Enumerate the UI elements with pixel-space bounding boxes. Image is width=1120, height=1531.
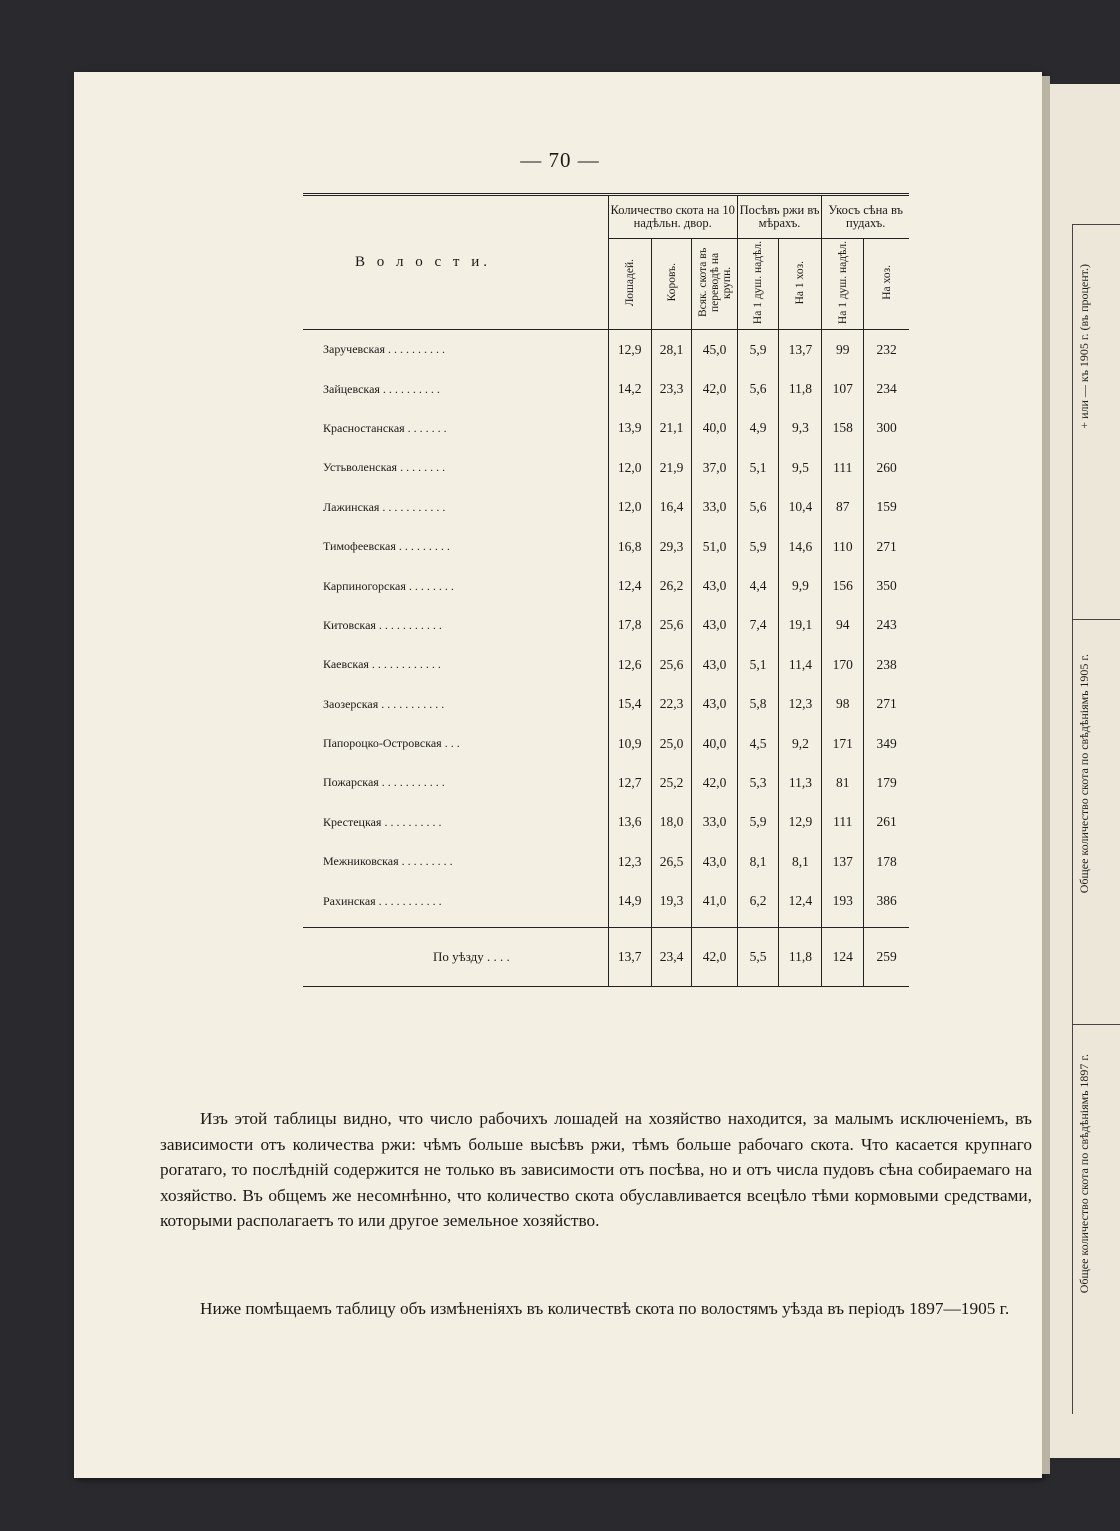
- table-cell: 25,0: [651, 724, 692, 763]
- table-cell: 12,4: [779, 881, 822, 927]
- table-cell: 43,0: [692, 606, 737, 645]
- table-cell: 11,4: [779, 645, 822, 684]
- table-cell: 45,0: [692, 330, 737, 370]
- table-cell: 12,0: [608, 488, 651, 527]
- table-cell: 4,5: [737, 724, 779, 763]
- adjacent-page-edge: [1050, 84, 1120, 1458]
- table-cell: 111: [822, 803, 864, 842]
- table-cell: 386: [864, 881, 909, 927]
- table-cell: 178: [864, 842, 909, 881]
- side-header-b: Общее количество скота по свѣдѣнiямъ 1905 г.: [1077, 654, 1091, 894]
- table-cell: 13,6: [608, 803, 651, 842]
- table-cell: 158: [822, 409, 864, 448]
- volost-name: По уѣзду . . . .: [303, 927, 608, 986]
- table-cell: 16,4: [651, 488, 692, 527]
- table-cell: 17,8: [608, 606, 651, 645]
- table-cell: 5,9: [737, 527, 779, 566]
- adjacent-table-fragment: [1072, 224, 1120, 1414]
- table-row: [303, 330, 909, 370]
- table-cell: 42,0: [692, 927, 737, 986]
- table-cell: 33,0: [692, 803, 737, 842]
- table-row: [303, 369, 909, 408]
- volost-name: Межниковская . . . . . . . . .: [323, 854, 453, 869]
- volost-name: Красностанская . . . . . . .: [323, 420, 447, 435]
- table-cell: 234: [864, 369, 909, 408]
- header-group-rye: Посѣвъ ржи въ мѣрахъ.: [737, 195, 822, 239]
- table-cell: 11,8: [779, 369, 822, 408]
- table-cell: 238: [864, 645, 909, 684]
- table-cell: 4,4: [737, 566, 779, 605]
- table-cell: 23,4: [651, 927, 692, 986]
- table-cell: 42,0: [692, 763, 737, 802]
- header-group-hay: Укосъ сѣна въ пудахъ.: [822, 195, 909, 239]
- table-cell: 6,2: [737, 881, 779, 927]
- table-cell: 5,9: [737, 803, 779, 842]
- table-cell: 5,5: [737, 927, 779, 986]
- table-cell: 25,6: [651, 645, 692, 684]
- table-cell: 9,5: [779, 448, 822, 487]
- table-cell: 9,9: [779, 566, 822, 605]
- table-cell: 111: [822, 448, 864, 487]
- table-cell: 170: [822, 645, 864, 684]
- table-cell: 94: [822, 606, 864, 645]
- volost-name: Пожарская . . . . . . . . . . .: [323, 775, 445, 790]
- table-cell: 271: [864, 527, 909, 566]
- volost-name: Лажинская . . . . . . . . . . .: [323, 499, 446, 514]
- header-volosti: В о л о с т и.: [303, 195, 608, 330]
- table-cell: 271: [864, 685, 909, 724]
- table-cell: 12,7: [608, 763, 651, 802]
- table-cell: 243: [864, 606, 909, 645]
- table-row: [303, 685, 909, 724]
- table-cell: 26,2: [651, 566, 692, 605]
- volost-name: Китовская . . . . . . . . . . .: [323, 617, 442, 632]
- table-row: [303, 842, 909, 881]
- volost-name: Тимофеевская . . . . . . . . .: [323, 539, 450, 554]
- table-cell: 5,1: [737, 645, 779, 684]
- table-cell: 124: [822, 927, 864, 986]
- table-row: [303, 645, 909, 684]
- table-cell: 10,4: [779, 488, 822, 527]
- table-cell: 13,7: [779, 330, 822, 370]
- table-cell: 179: [864, 763, 909, 802]
- table-cell: 171: [822, 724, 864, 763]
- table-cell: 12,3: [779, 685, 822, 724]
- volost-name: Устьволенская . . . . . . . .: [323, 460, 446, 475]
- livestock-table: [303, 193, 909, 987]
- side-header-c: + или — къ 1905 г. (въ процент.): [1077, 264, 1091, 429]
- table-cell: 99: [822, 330, 864, 370]
- volost-name: Каевская . . . . . . . . . . . .: [323, 657, 441, 672]
- table-row: [303, 448, 909, 487]
- table-cell: 37,0: [692, 448, 737, 487]
- table-row: [303, 488, 909, 527]
- header-horses: Лошадей.: [623, 258, 636, 307]
- table-cell: 349: [864, 724, 909, 763]
- header-hay-per-household: На хоз.: [880, 265, 893, 300]
- paragraph-conclusion: Изъ этой таблицы видно, что число рабочихъ лошадей на хозяйство находится, за малымъ исключенiемъ, въ зависимости отъ количества ржи: чѣмъ больше высѣвъ ржи, тѣмъ больше рабочаго скота. Что касается крупнаго рогатаго, то послѣднiй содержится не только въ зависимости отъ посѣва, но и отъ числа пудовъ сѣна собираемаго на хозяйство. Въ общемъ же несомнѣнно, что количество скота обуславливается всецѣло тѣми кормовыми средствами, которыми располагаетъ то или другое земельное хозяйство.: [160, 1109, 1032, 1231]
- table-cell: 98: [822, 685, 864, 724]
- table-cell: 5,6: [737, 488, 779, 527]
- table-rule: [1073, 619, 1120, 620]
- table-cell: 14,6: [779, 527, 822, 566]
- table-cell: 259: [864, 927, 909, 986]
- page-gutter: [1042, 76, 1050, 1474]
- table-cell: 10,9: [608, 724, 651, 763]
- table-row: [303, 881, 909, 927]
- table-cell: 7,4: [737, 606, 779, 645]
- table-cell: 13,9: [608, 409, 651, 448]
- table-cell: 26,5: [651, 842, 692, 881]
- table-cell: 5,9: [737, 330, 779, 370]
- table-cell: 21,9: [651, 448, 692, 487]
- volost-name: Зайцевская . . . . . . . . . .: [323, 381, 440, 396]
- table-cell: 33,0: [692, 488, 737, 527]
- side-header-a: Общее количество скота по свѣдѣнiямъ 1897 г.: [1077, 1054, 1091, 1294]
- header-group-livestock: Количество скота на 10 надѣльн. двор.: [608, 195, 737, 239]
- header-cows: Коровъ.: [665, 263, 678, 302]
- volost-name: Карпиногорская . . . . . . . .: [323, 578, 454, 593]
- table-cell: 12,9: [779, 803, 822, 842]
- table-cell: 5,1: [737, 448, 779, 487]
- table-cell: 40,0: [692, 409, 737, 448]
- table-cell: 29,3: [651, 527, 692, 566]
- header-rye-per-soul: На 1 душ. надѣл.: [752, 240, 765, 325]
- table-row: [303, 803, 909, 842]
- table-cell: 43,0: [692, 566, 737, 605]
- table-cell: 107: [822, 369, 864, 408]
- table-cell: 5,8: [737, 685, 779, 724]
- table-cell: 28,1: [651, 330, 692, 370]
- table-cell: 18,0: [651, 803, 692, 842]
- table-cell: 22,3: [651, 685, 692, 724]
- header-rye-per-household: На 1 хоз.: [794, 260, 807, 305]
- table-cell: 19,3: [651, 881, 692, 927]
- table-cell: 4,9: [737, 409, 779, 448]
- table-cell: 12,4: [608, 566, 651, 605]
- table-cell: 25,2: [651, 763, 692, 802]
- table-cell: 110: [822, 527, 864, 566]
- table-cell: 12,6: [608, 645, 651, 684]
- table-cell: 232: [864, 330, 909, 370]
- table-cell: 261: [864, 803, 909, 842]
- table-cell: 81: [822, 763, 864, 802]
- volost-name: Папороцко-Островская . . .: [323, 736, 460, 751]
- table-cell: 14,2: [608, 369, 651, 408]
- table-cell: 21,1: [651, 409, 692, 448]
- table-cell: 5,3: [737, 763, 779, 802]
- table-cell: 5,6: [737, 369, 779, 408]
- table-rule: [1073, 224, 1120, 225]
- table-cell: 193: [822, 881, 864, 927]
- table-total-row: [303, 927, 909, 986]
- table-cell: 8,1: [737, 842, 779, 881]
- table-cell: 11,8: [779, 927, 822, 986]
- table-row: [303, 763, 909, 802]
- page-number: — 70 —: [520, 148, 600, 172]
- volost-name: Заручевская . . . . . . . . . .: [323, 342, 445, 357]
- table-cell: 23,3: [651, 369, 692, 408]
- table-cell: 9,3: [779, 409, 822, 448]
- table-cell: 156: [822, 566, 864, 605]
- table-cell: 16,8: [608, 527, 651, 566]
- table-cell: 51,0: [692, 527, 737, 566]
- table-cell: 300: [864, 409, 909, 448]
- header-hay-per-soul: На 1 душ. надѣл.: [836, 240, 849, 325]
- paragraph-next-table: Ниже помѣщаемъ таблицу объ измѣненiяхъ въ количествѣ скота по волостямъ уѣзда въ перiодъ 1897—1905 г.: [200, 1299, 1010, 1318]
- table-cell: 12,0: [608, 448, 651, 487]
- table-cell: 43,0: [692, 685, 737, 724]
- header-all-livestock: Всяк. скота въ переводѣ на крупн.: [696, 247, 733, 318]
- table-row: [303, 527, 909, 566]
- table-cell: 40,0: [692, 724, 737, 763]
- table-cell: 137: [822, 842, 864, 881]
- table-row: [303, 409, 909, 448]
- table-row: [303, 724, 909, 763]
- table-cell: 42,0: [692, 369, 737, 408]
- table-cell: 15,4: [608, 685, 651, 724]
- table-cell: 13,7: [608, 927, 651, 986]
- table-cell: 260: [864, 448, 909, 487]
- table-cell: 43,0: [692, 842, 737, 881]
- table-row: [303, 566, 909, 605]
- table-cell: 14,9: [608, 881, 651, 927]
- table-cell: 11,3: [779, 763, 822, 802]
- volost-name: Рахинская . . . . . . . . . . .: [323, 893, 442, 908]
- volost-name: Заозерская . . . . . . . . . . .: [323, 696, 445, 711]
- table-cell: 9,2: [779, 724, 822, 763]
- table-row: [303, 606, 909, 645]
- table-cell: 43,0: [692, 645, 737, 684]
- volost-name: Крестецкая . . . . . . . . . .: [323, 814, 442, 829]
- table-rule: [1073, 1024, 1120, 1025]
- table-cell: 350: [864, 566, 909, 605]
- table-cell: 12,9: [608, 330, 651, 370]
- table-cell: 41,0: [692, 881, 737, 927]
- table-cell: 87: [822, 488, 864, 527]
- table-cell: 25,6: [651, 606, 692, 645]
- table-cell: 19,1: [779, 606, 822, 645]
- table-cell: 159: [864, 488, 909, 527]
- table-cell: 12,3: [608, 842, 651, 881]
- table-cell: 8,1: [779, 842, 822, 881]
